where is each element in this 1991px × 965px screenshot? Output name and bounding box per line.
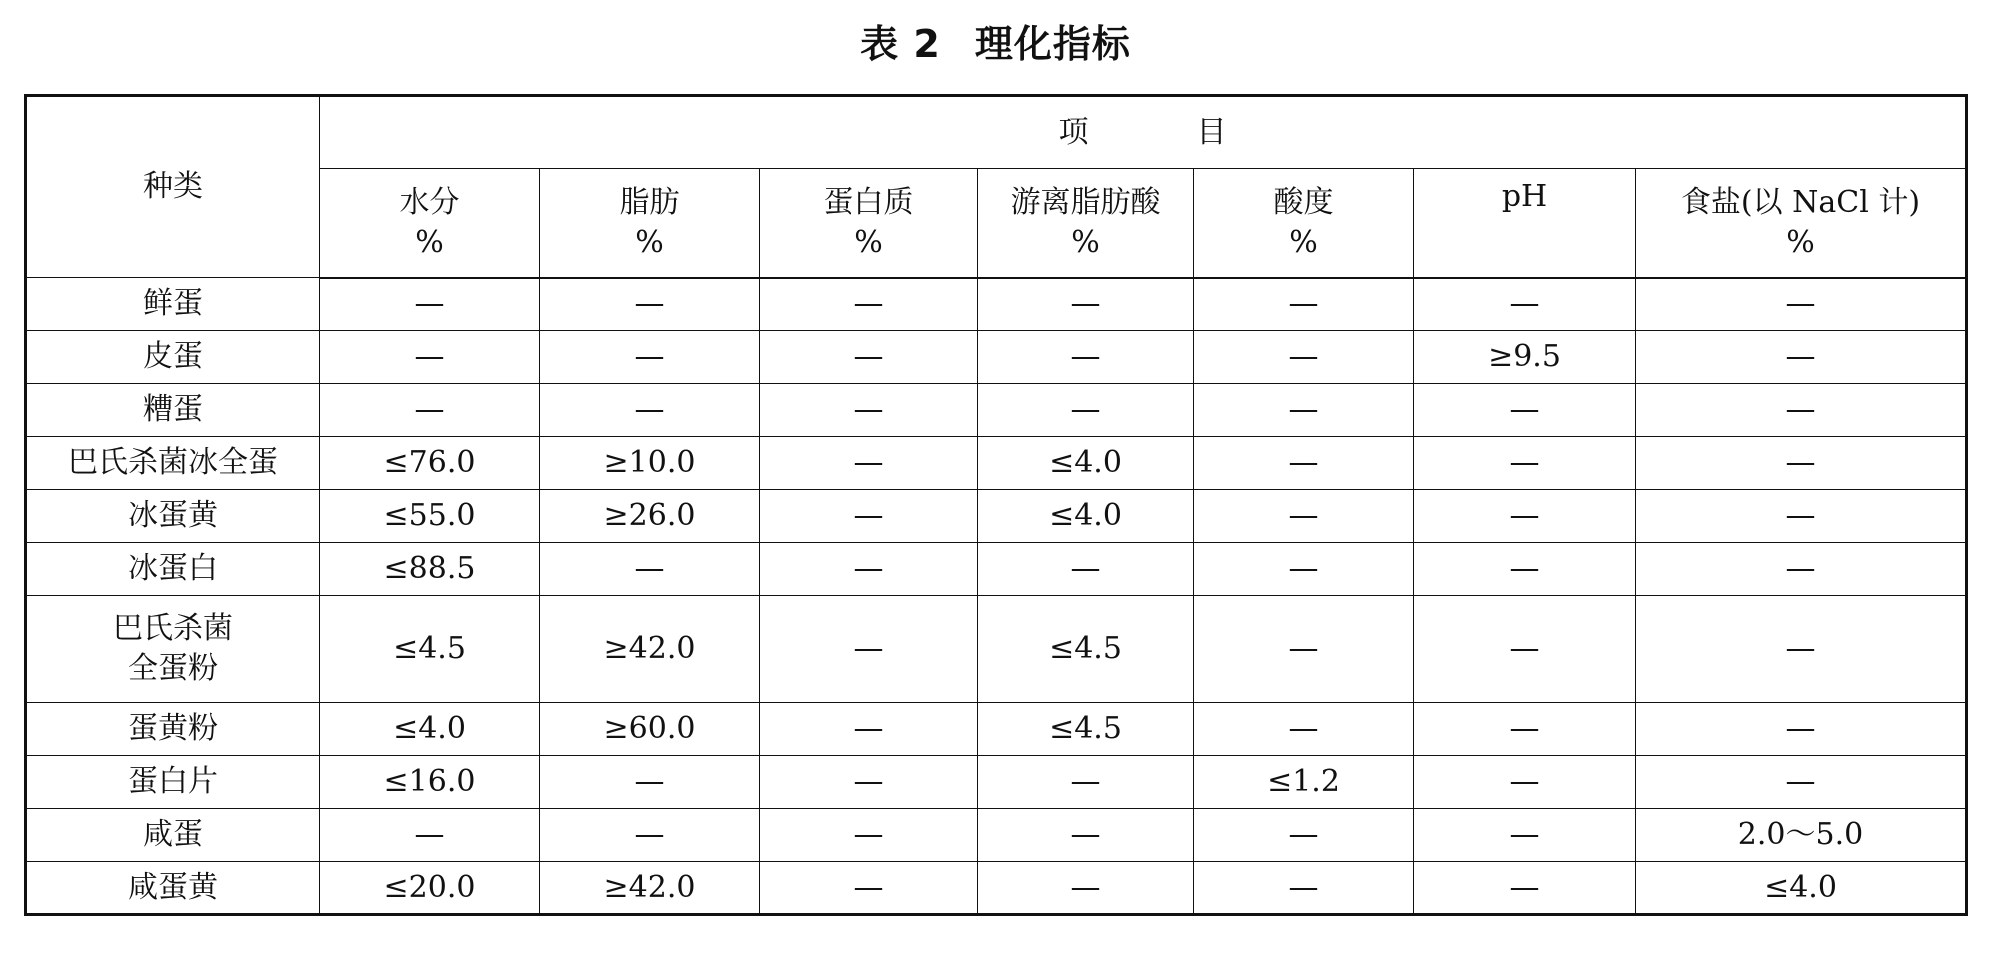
value-cell: — [760,596,978,703]
column-name: pH [1501,179,1548,214]
value-cell: — [1636,331,1967,384]
category-line: 鲜蛋 [143,286,203,321]
category-line: 皮蛋 [143,339,203,374]
value-cell: — [540,278,760,331]
value-cell: — [1194,543,1414,596]
value-cell: — [978,756,1194,809]
value-cell: — [760,809,978,862]
value-cell: ≤20.0 [320,862,540,915]
value-cell: — [978,862,1194,915]
value-cell: — [1194,437,1414,490]
column-header-salt [1636,169,1967,278]
value-cell: — [540,543,760,596]
value-cell: — [1636,384,1967,437]
column-unit: % [415,224,444,260]
value-cell: ≥10.0 [540,437,760,490]
value-cell: — [760,862,978,915]
value-cell: ≤4.0 [978,437,1194,490]
category-cell [26,862,320,915]
value-cell: ≥42.0 [540,862,760,915]
value-cell: ≥9.5 [1414,331,1636,384]
value-cell: — [1414,384,1636,437]
category-cell [26,437,320,490]
value-cell: ≤1.2 [1194,756,1414,809]
value-cell: — [1194,278,1414,331]
value-cell: — [1414,596,1636,703]
items-header: 项目 [320,96,1967,169]
value-cell: — [1414,490,1636,543]
value-cell: — [320,809,540,862]
value-cell: ≤4.5 [978,596,1194,703]
value-cell: — [320,331,540,384]
value-cell: — [1414,278,1636,331]
table-row [26,278,1967,331]
table-row [26,596,1967,703]
value-cell: — [540,809,760,862]
column-unit: % [1786,224,1815,260]
value-cell: — [760,437,978,490]
value-cell: — [1414,703,1636,756]
category-cell [26,703,320,756]
column-header-acidity [1194,169,1414,278]
value-cell: — [1414,862,1636,915]
value-cell: — [978,384,1194,437]
value-cell: ≤4.0 [1636,862,1967,915]
category-cell [26,278,320,331]
value-cell: — [1194,331,1414,384]
category-line: 咸蛋黄 [128,869,218,905]
value-cell: — [760,384,978,437]
value-cell: 2.0～5.0 [1636,809,1967,862]
value-cell: — [1194,809,1414,862]
value-cell: ≥42.0 [540,596,760,703]
column-unit: % [854,224,883,260]
column-header-free-fatty-acid [978,169,1194,278]
table-row [26,703,1967,756]
value-cell: — [760,278,978,331]
category-cell [26,543,320,596]
column-header-moisture [320,169,540,278]
column-unit: % [1071,224,1100,260]
category-cell [26,384,320,437]
category-line: 全蛋粉 [128,651,218,686]
value-cell: — [320,278,540,331]
value-cell: — [540,384,760,437]
value-cell: ≥60.0 [540,703,760,756]
column-header-protein [760,169,978,278]
value-cell: — [760,543,978,596]
value-cell: — [978,331,1194,384]
table-row [26,809,1967,862]
table-row [26,543,1967,596]
table-body [26,278,1967,915]
table-row [26,384,1967,437]
value-cell: — [760,331,978,384]
category-line: 冰蛋黄 [128,498,218,533]
value-cell: — [1636,437,1967,490]
value-cell: — [540,331,760,384]
column-name: 脂肪 [619,184,680,220]
category-cell [26,596,320,703]
value-cell: — [540,756,760,809]
value-cell: — [1414,756,1636,809]
category-cell [26,331,320,384]
value-cell: — [1194,490,1414,543]
category-line: 冰蛋白 [128,551,218,586]
column-name: 游离脂肪酸 [1010,184,1161,220]
value-cell: — [1636,278,1967,331]
category-line: 糟蛋 [143,392,203,427]
value-cell: — [1414,809,1636,862]
column-unit: % [1289,224,1318,260]
value-cell: — [978,809,1194,862]
value-cell: — [1636,543,1967,596]
value-cell: — [1194,596,1414,703]
category-line: 蛋白片 [128,764,218,799]
value-cell: ≤4.5 [978,703,1194,756]
column-name: 蛋白质 [823,184,914,220]
column-unit: % [635,224,664,260]
value-cell: ≤4.0 [978,490,1194,543]
physicochemical-table [24,94,1968,916]
table-title [0,14,1991,74]
value-cell: — [1636,756,1967,809]
category-line: 巴氏杀菌冰全蛋 [68,445,278,480]
category-header: 种类 [26,96,320,278]
value-cell: — [760,490,978,543]
value-cell: — [320,384,540,437]
category-cell [26,809,320,862]
value-cell: — [1636,596,1967,703]
value-cell: ≤4.0 [320,703,540,756]
value-cell: — [1194,862,1414,915]
table-row [26,862,1967,915]
table-row [26,756,1967,809]
column-header-fat [540,169,760,278]
value-cell: ≤76.0 [320,437,540,490]
table-number: 表 2 [860,22,941,66]
value-cell: — [1194,384,1414,437]
table-row [26,331,1967,384]
value-cell: — [978,278,1194,331]
value-cell: ≤55.0 [320,490,540,543]
value-cell: — [1636,490,1967,543]
category-line: 咸蛋 [143,817,203,852]
value-cell: — [1414,437,1636,490]
value-cell: ≥26.0 [540,490,760,543]
table-row [26,490,1967,543]
value-cell: — [1636,703,1967,756]
category-line: 蛋黄粉 [128,711,218,746]
value-cell: ≤4.5 [320,596,540,703]
column-header-ph [1414,169,1636,278]
value-cell: ≤88.5 [320,543,540,596]
column-name: 酸度 [1273,184,1334,220]
value-cell: — [1194,703,1414,756]
category-line: 巴氏杀菌 [113,611,233,646]
value-cell: ≤16.0 [320,756,540,809]
table-title-text: 理化指标 [974,22,1131,66]
category-cell [26,490,320,543]
column-name: 食盐(以 NaCl 计) [1680,184,1921,220]
value-cell: — [978,543,1194,596]
table-row [26,437,1967,490]
column-name: 水分 [399,184,460,220]
value-cell: — [1414,543,1636,596]
value-cell: — [760,703,978,756]
value-cell: — [760,756,978,809]
category-cell [26,756,320,809]
